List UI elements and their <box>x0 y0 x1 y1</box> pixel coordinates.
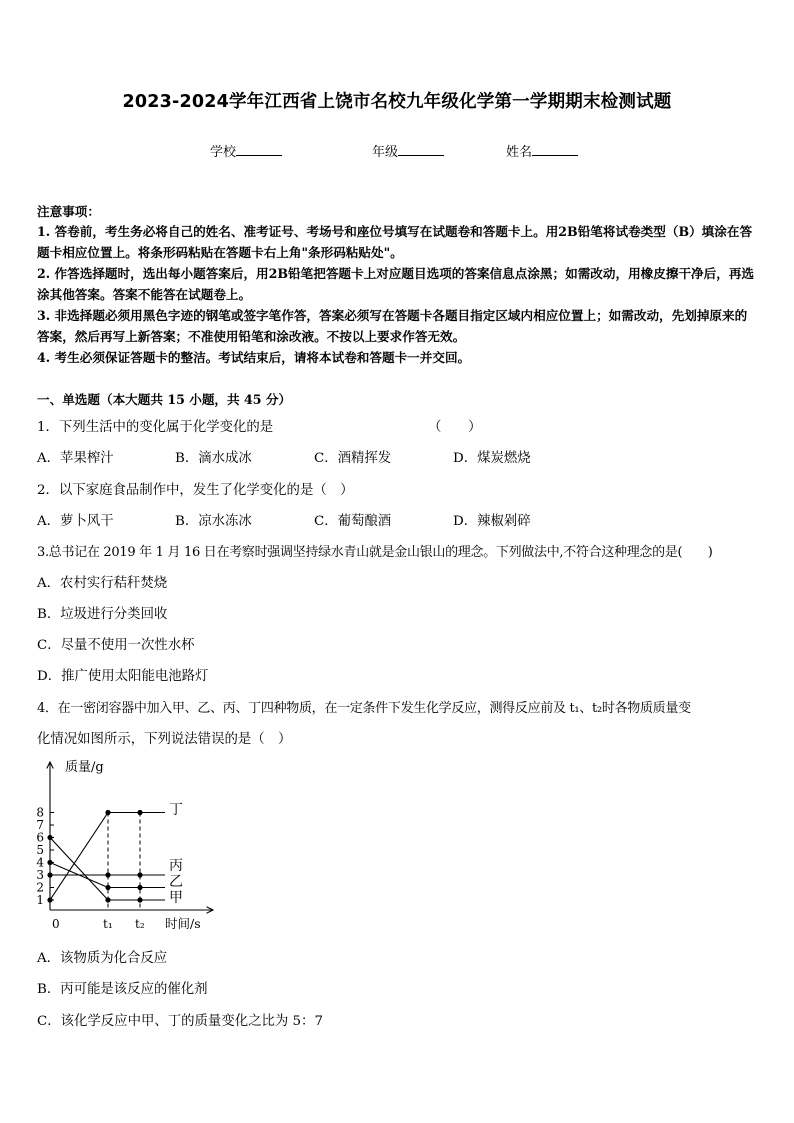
name-field[interactable] <box>506 141 578 160</box>
data-point <box>47 835 52 840</box>
q4-option-b[interactable]: B．丙可能是该反应的催化剂 <box>37 982 208 997</box>
q1-option-d[interactable]: D．煤炭燃烧 <box>453 451 531 466</box>
data-point <box>105 810 110 815</box>
notice-item-3: 3. 非选择题必须用黑色字迹的钢笔或签字笔作答，答案必须写在答题卡各题目指定区域内相应位置上；如需改动，先划掉原来的答案，然后再写上新答案；不准使用铅笔和涂改液。不按以上要求作答无效。 <box>37 308 748 344</box>
origin-label: 0 <box>52 917 60 931</box>
school-field[interactable] <box>210 141 282 160</box>
series-label: 甲 <box>169 890 183 906</box>
y-tick-label: 4 <box>36 855 44 870</box>
q1-stem: 1．下列生活中的变化属于化学变化的是 <box>37 420 274 435</box>
x-tick-label: t₁ <box>103 917 113 931</box>
q4-option-a[interactable]: A．该物质为化合反应 <box>37 951 168 966</box>
q2-option-b[interactable]: B．凉水冻冰 <box>175 514 252 529</box>
mass-time-chart <box>30 752 230 937</box>
q1-option-c[interactable]: C．酒精挥发 <box>314 451 392 466</box>
data-point <box>137 872 142 877</box>
q1-answer-paren: （ ） <box>428 420 482 435</box>
data-point <box>137 897 142 902</box>
y-tick-label: 1 <box>36 893 44 907</box>
x-axis-label: 时间/s <box>165 916 201 931</box>
q3-option-d[interactable]: D．推广使用太阳能电池路灯 <box>37 669 209 684</box>
data-point <box>105 885 110 890</box>
q3-option-c[interactable]: C．尽量不使用一次性水杯 <box>37 638 195 653</box>
data-point <box>47 860 52 865</box>
q3-option-b[interactable]: B．垃圾进行分类回收 <box>37 607 168 622</box>
q2-stem: 2．以下家庭食品制作中，发生了化学变化的是（ ） <box>37 483 354 498</box>
q3-stem: 3.总书记在 2019 年 1 月 16 日在考察时强调坚持绿水青山就是金山银山的理念。下列做法中,不符合这种理念的是( ) <box>37 545 713 560</box>
data-point <box>105 872 110 877</box>
page-title: 2023-2024学年江西省上饶市名校九年级化学第一学期期末检测试题 <box>122 92 672 112</box>
x-tick-label: t₂ <box>135 917 145 931</box>
q4-stem-line1: 4．在一密闭容器中加入甲、乙、丙、丁四种物质，在一定条件下发生化学反应，测得反应前及 t₁、t₂时各物质质量变 <box>37 701 691 716</box>
section-heading: 一、单选题（本大题共 15 小题，共 45 分） <box>37 392 292 407</box>
y-tick-label: 3 <box>36 868 44 882</box>
y-tick-label: 7 <box>36 818 44 832</box>
y-tick-label: 5 <box>36 843 44 857</box>
q1-option-a[interactable]: A．苹果榨汁 <box>37 451 114 466</box>
series-label: 丁 <box>169 802 183 818</box>
data-point <box>47 872 52 877</box>
notice-item-1: 1. 答卷前，考生务必将自己的姓名、准考证号、考场号和座位号填写在试题卷和答题卡上。用2B铅笔将试卷类型（B）填涂在答题卡相应位置上。将条形码粘贴在答题卡右上角"条形码粘贴处"。 <box>37 224 753 260</box>
grade-label: 年级 <box>372 145 399 160</box>
y-tick-label: 2 <box>36 880 44 895</box>
y-axis-label: 质量/g <box>65 760 104 775</box>
q2-option-d[interactable]: D．辣椒剁碎 <box>453 514 531 529</box>
y-tick-label: 8 <box>36 805 44 820</box>
q1-option-b[interactable]: B．滴水成冰 <box>175 451 252 466</box>
data-point <box>137 885 142 890</box>
q2-option-c[interactable]: C．葡萄酿酒 <box>314 514 392 529</box>
notice-heading: 注意事项： <box>37 204 100 219</box>
name-label: 姓名 <box>506 145 533 160</box>
data-point <box>47 897 52 902</box>
data-point <box>137 810 142 815</box>
school-label: 学校 <box>210 145 237 160</box>
y-tick-label: 6 <box>36 830 44 845</box>
q3-option-a[interactable]: A．农村实行秸秆焚烧 <box>37 576 168 591</box>
data-point <box>105 897 110 902</box>
series-label: 丙 <box>169 858 183 874</box>
grade-field[interactable] <box>372 141 444 160</box>
q2-option-a[interactable]: A．萝卜风干 <box>37 514 114 529</box>
q4-option-c[interactable]: C．该化学反应中甲、丁的质量变化之比为 5：7 <box>37 1014 323 1029</box>
q4-stem-line2: 化情况如图所示，下列说法错误的是（ ） <box>37 732 292 747</box>
notice-item-4: 4. 考生必须保证答题卡的整洁。考试结束后，请将本试卷和答题卡一并交回。 <box>37 350 471 365</box>
notice-item-2: 2. 作答选择题时，选出每小题答案后，用2B铅笔把答题卡上对应题目选项的答案信息点涂黑；如需改动，用橡皮擦干净后，再选涂其他答案。答案不能答在试题卷上。 <box>37 266 755 302</box>
series-label: 乙 <box>169 874 183 890</box>
